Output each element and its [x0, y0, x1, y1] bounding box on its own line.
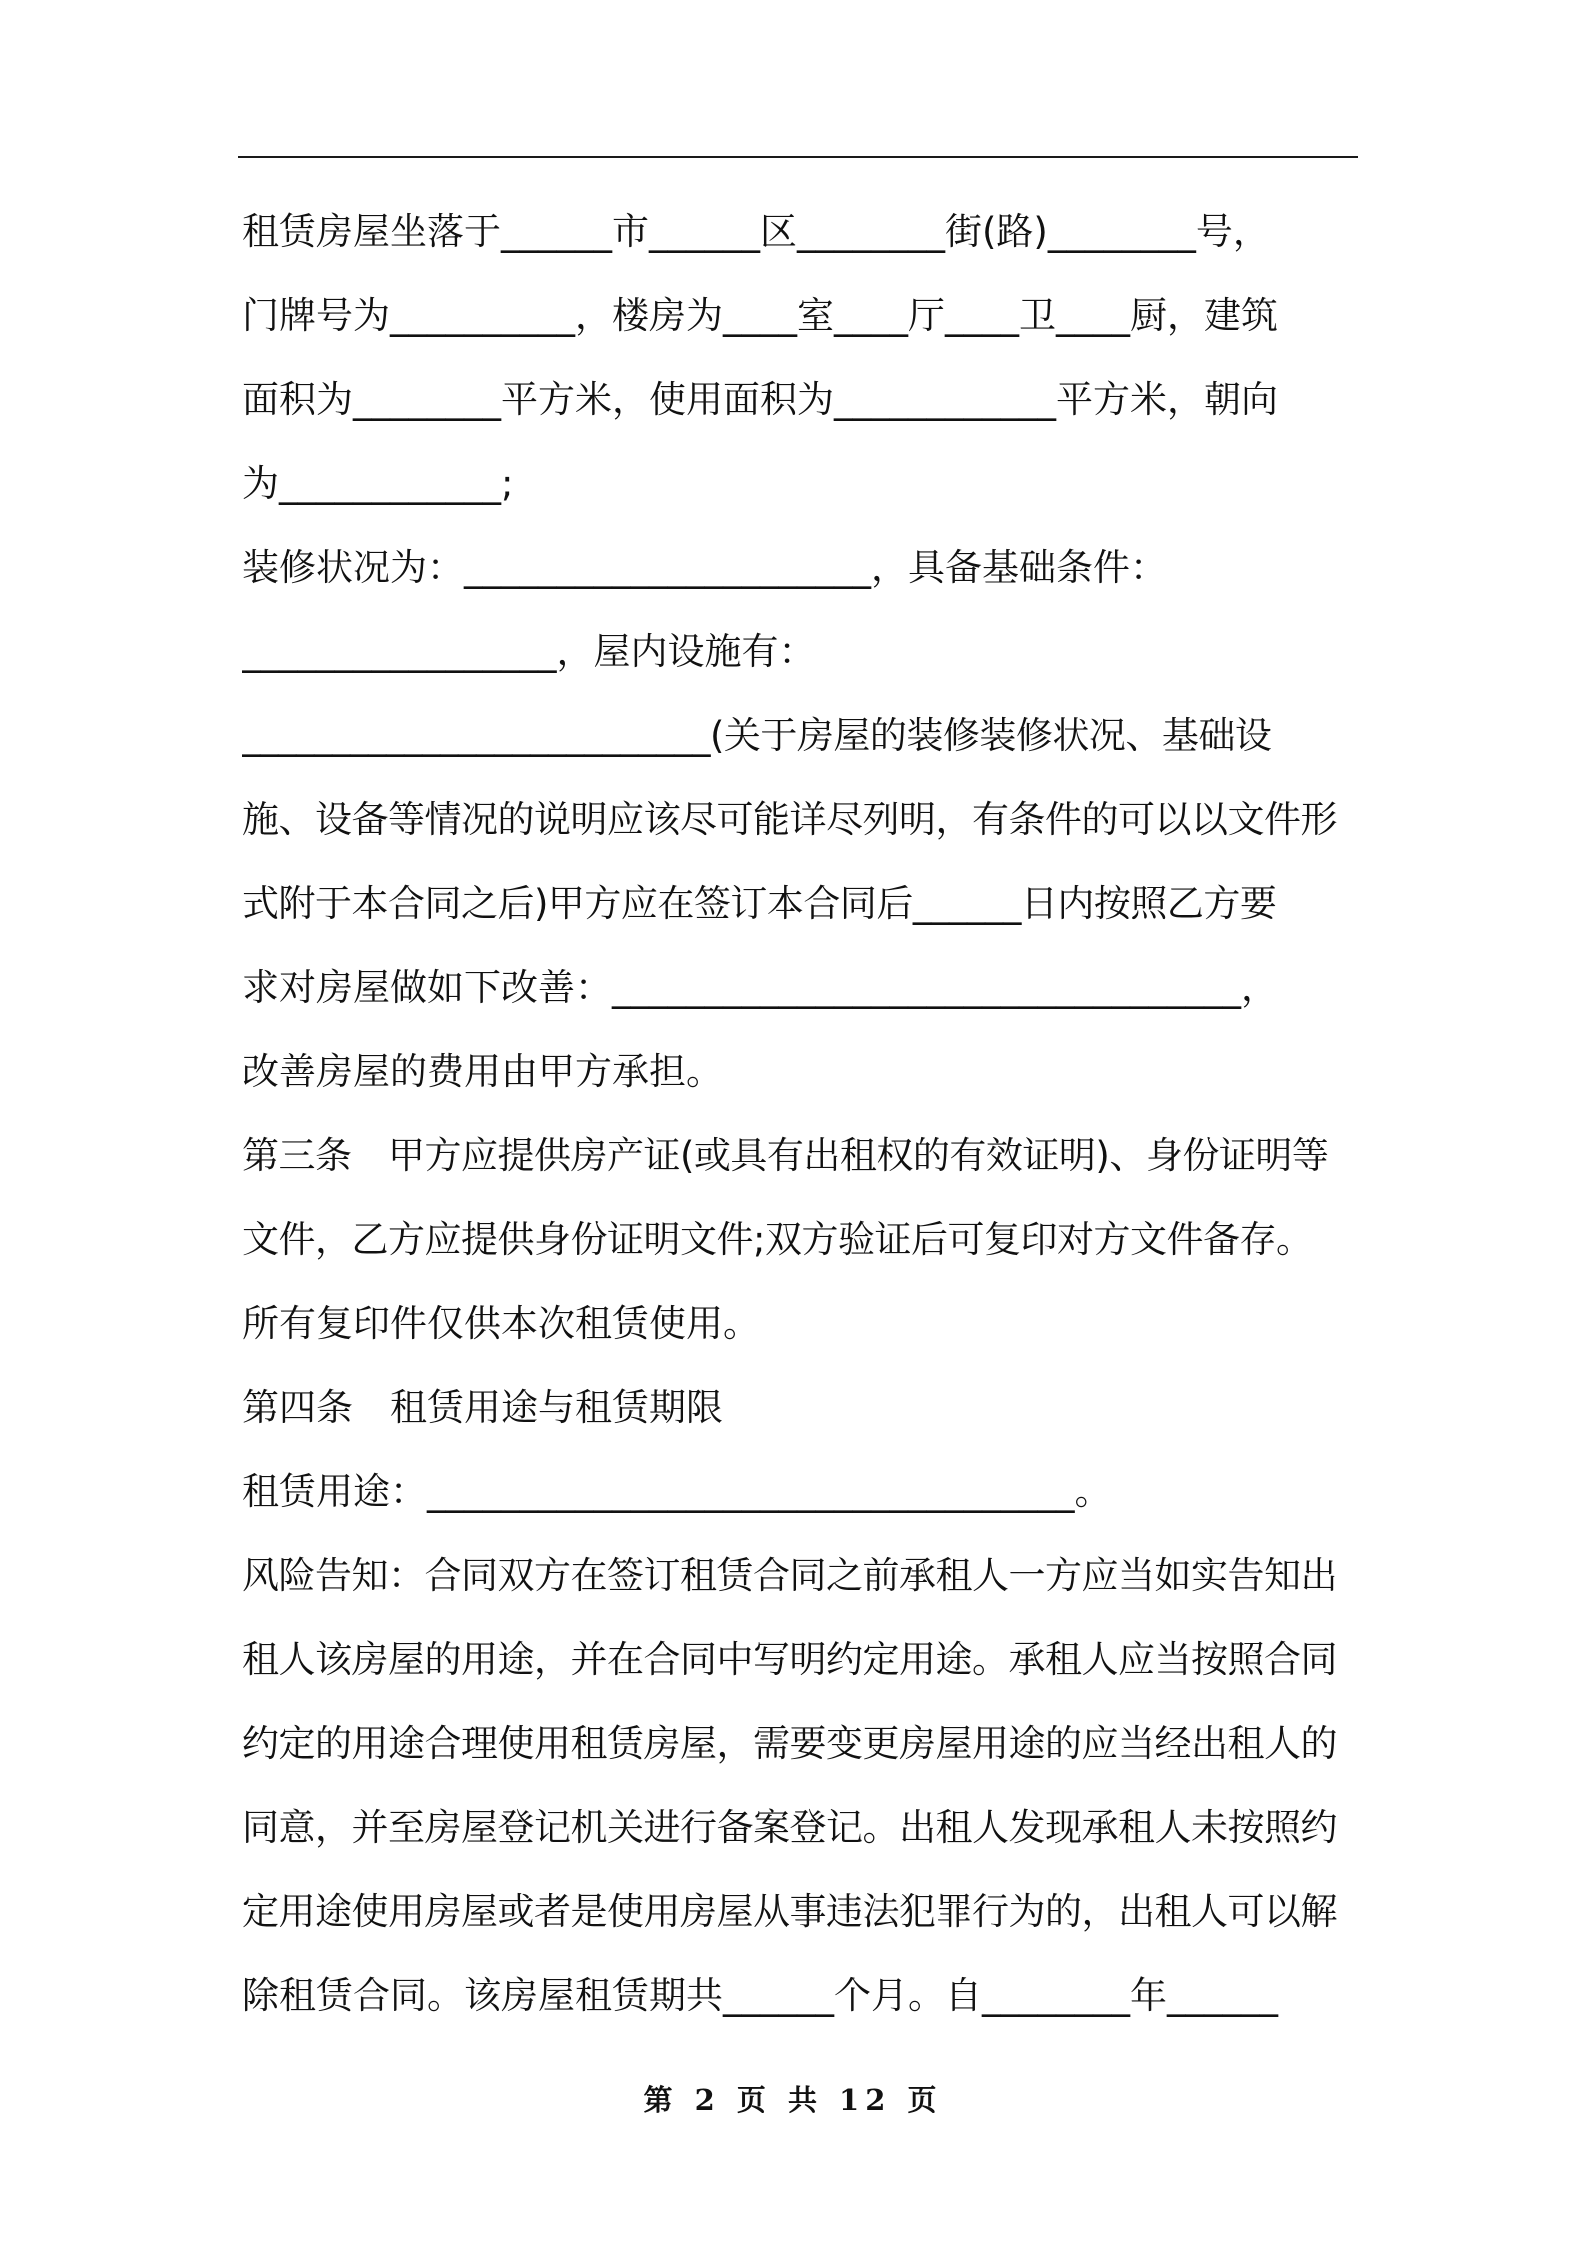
lease-term-line: 除租赁合同。该房屋租赁期共______个月。自________年______: [242, 1974, 1278, 2017]
text-line-area: 面积为________平方米，使用面积为____________平方米，朝向: [242, 378, 1278, 421]
text-line-location: 租赁房屋坐落于______市______区________街(路)________号，: [242, 210, 1270, 253]
article-4-heading: 第四条 租赁用途与租赁期限: [242, 1386, 723, 1429]
text-line-decoration: 装修状况为：______________________，具备基础条件：: [242, 546, 1167, 589]
article-3-line-2: 文件，乙方应提供身份证明文件;双方验证后可复印对方文件备存。: [242, 1218, 1313, 1261]
article-3-line-3: 所有复印件仅供本次租赁使用。: [242, 1302, 760, 1345]
header-rule: [238, 156, 1358, 158]
page-number-footer: 第 2 页 共 12 页: [643, 2083, 943, 2117]
text-line-improvement-cost: 改善房屋的费用由甲方承担。: [242, 1050, 723, 1093]
text-line-note-middle: 施、设备等情况的说明应该尽可能详尽列明，有条件的可以以文件形: [242, 798, 1337, 841]
risk-notice-line-2: 租人该房屋的用途，并在合同中写明约定用途。承租人应当按照合同: [242, 1638, 1337, 1681]
text-line-note-start: __________________________(关于房屋的装修装修状况、基础设: [242, 714, 1272, 757]
article-3-heading-line: 第三条 甲方应提供房产证(或具有出租权的有效证明)、身份证明等: [242, 1134, 1329, 1177]
text-line-improvement-deadline: 式附于本合同之后)甲方应在签订本合同后______日内按照乙方要: [242, 882, 1277, 925]
text-line-lease-purpose: 租赁用途：___________________________________。: [242, 1470, 1112, 1513]
contract-body: [242, 197, 1360, 2045]
risk-notice-line-5: 定用途使用房屋或者是使用房屋从事违法犯罪行为的，出租人可以解: [242, 1890, 1337, 1933]
text-line-orientation: 为____________;: [242, 462, 514, 505]
risk-notice-line-1: 风险告知：合同双方在签订租赁合同之前承租人一方应当如实告知出: [242, 1554, 1337, 1597]
text-line-door-number: 门牌号为__________，楼房为____室____厅____卫____厨，建筑: [242, 294, 1278, 337]
risk-notice-line-3: 约定的用途合理使用租赁房屋，需要变更房屋用途的应当经出租人的: [242, 1722, 1337, 1765]
text-line-improvement-request: 求对房屋做如下改善：__________________________________，: [242, 966, 1278, 1009]
text-line-facilities: _________________，屋内设施有：: [242, 630, 816, 673]
risk-notice-line-4: 同意，并至房屋登记机关进行备案登记。出租人发现承租人未按照约: [242, 1806, 1337, 1849]
